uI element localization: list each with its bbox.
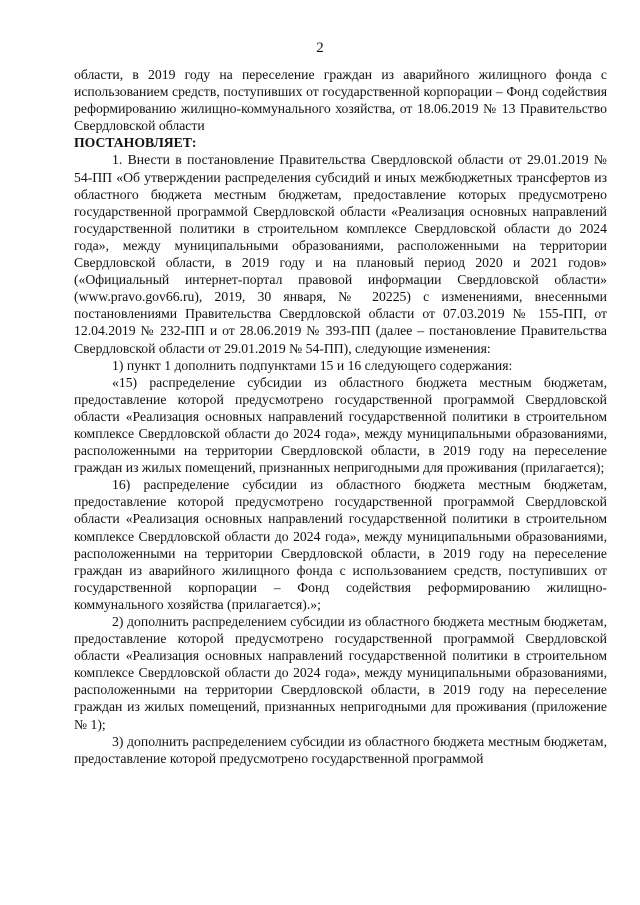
paragraph-subitem-16: 16) распределение субсидии из областного бюджета местным бюджетам, предоставление которой предусмотрено государственной программой Свердловской области «Реализация основных направлений государственной политики в строительном комплексе Свердловской области до 2024 года», между муниципальными образованиями, расположенными на территории Свердловской области, в 2019 году на переселение граждан из аварийного жилищного фонда с использованием средств, поступивших от государственной корпорации – Фонд содействия реформированию жилищно-коммунального хозяйства (прилагается).»; xyxy=(74,477,607,612)
paragraph-1: области, в 2019 году на переселение граждан из аварийного жилищного фонда с использованием средств, поступивших от государственной корпорации – Фонд содействия реформированию жилищно-коммунального хозяйства, от 18.06.2019 № 13 Правительство Свердловской области xyxy=(74,67,607,134)
paragraph-item-1: 1. Внести в постановление Правительства Свердловской области от 29.01.2019 № 54-ПП «Об утверждении распределения субсидий и иных межбюджетных трансфертов из областного бюджета местным бюджетам, предоставление которых предусмотрено государственной программой Свердловской области «Реализация основных направлений государственной политики в строительном комплексе Свердловской области до 2024 года», между муниципальными образованиями, расположенными на территории Свердловской области, в 2019 году и на плановый период 2020 и 2021 годов» («Официальный интернет-портал правовой информации Свердловской области» (www.pravo.gov66.ru), 2019, 30 января, № 20225) с изменениями, внесенными постановлениями Правительства Свердловской области от 07.03.2019 № 155-ПП, от 12.04.2019 № 232-ПП и от 28.06.2019 № 393-ПП (далее – постановление Правительства Свердловской области от 29.01.2019 № 54-ПП), следующие изменения: xyxy=(74,152,607,356)
document-body xyxy=(74,66,607,767)
paragraph-subitem-15: «15) распределение субсидии из областного бюджета местным бюджетам, предоставление которой предусмотрено государственной программой Свердловской области «Реализация основных направлений государственной политики в строительном комплексе Свердловской области до 2024 года», между муниципальными образованиями, расположенными на территории Свердловской области, в 2019 году на переселение граждан из жилых помещений, признанных непригодными для проживания (прилагается); xyxy=(74,374,607,476)
paragraph-subitem-2: 2) дополнить распределением субсидии из областного бюджета местным бюджетам, предоставление которой предусмотрено государственной программой Свердловской области «Реализация основных направлений государственной политики в строительном комплексе Свердловской области до 2024 года», между муниципальными образованиями, расположенными на территории Свердловской области, в 2019 году на переселение граждан из жилых помещений, признанных непригодными для проживания (приложение № 1); xyxy=(74,614,607,732)
page-number: 2 xyxy=(316,40,324,56)
paragraph-subitem-1: 1) пункт 1 дополнить подпунктами 15 и 16 следующего содержания: xyxy=(112,357,513,373)
paragraph-subitem-3: 3) дополнить распределением субсидии из областного бюджета местным бюджетам, предоставление которой предусмотрено государственной программой xyxy=(74,733,607,766)
resolves-heading: ПОСТАНОВЛЯЕТ: xyxy=(74,135,197,151)
